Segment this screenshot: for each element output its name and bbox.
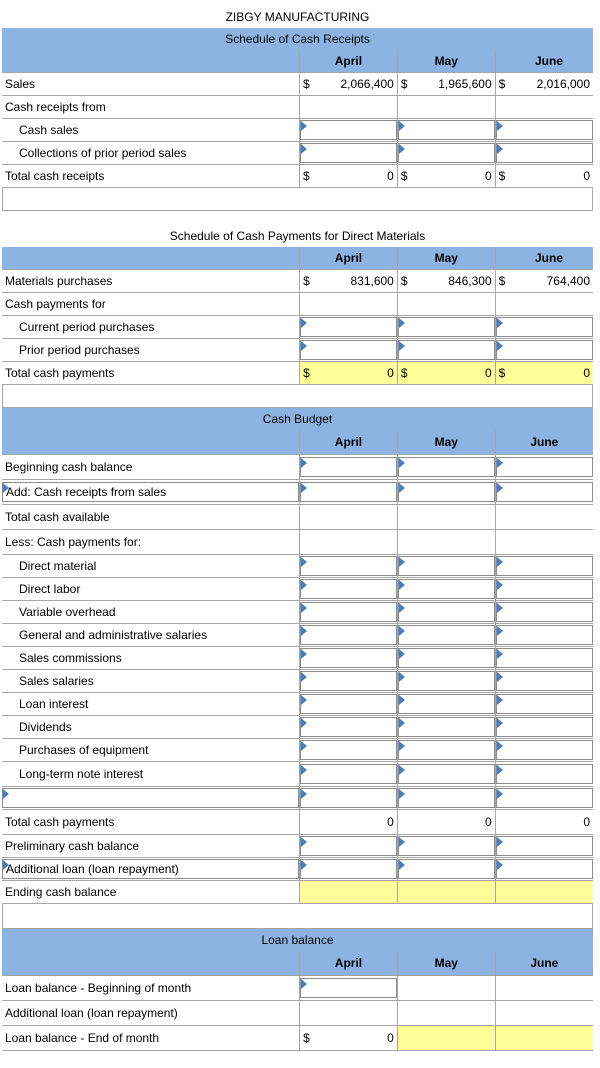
col-may: May	[397, 50, 495, 73]
company-name: ZIBGY MANUFACTURING	[225, 10, 370, 24]
cash-payments-table	[2, 225, 593, 385]
current-may-input[interactable]	[398, 317, 495, 337]
prelim-june-input[interactable]	[496, 836, 593, 856]
extra-row-input[interactable]	[2, 788, 299, 808]
div-april-input[interactable]	[300, 717, 397, 737]
loan-june-input[interactable]	[496, 859, 593, 879]
dividends-label: Dividends	[2, 716, 300, 739]
current-purchases-label: Current period purchases	[2, 316, 300, 339]
sc-june-input[interactable]	[496, 648, 593, 668]
sales-salaries-label: Sales salaries	[2, 670, 300, 693]
direct-material-label: Direct material	[2, 555, 300, 578]
ga-may-input[interactable]	[398, 625, 495, 645]
ss-june-input[interactable]	[496, 671, 593, 691]
purchases-june: $ 764,400	[495, 270, 593, 293]
section-spacer	[2, 188, 593, 211]
lt-note-interest-label: Long-term note interest	[2, 762, 300, 787]
loan-end-june	[495, 1026, 593, 1051]
col-april: April	[300, 951, 398, 976]
total-cash-payments-may: 0	[397, 810, 495, 835]
loan-april-input[interactable]	[300, 859, 397, 879]
li-april-input[interactable]	[300, 694, 397, 714]
cash-sales-april-input[interactable]	[300, 120, 397, 140]
collections-may-input[interactable]	[398, 143, 495, 163]
eq-may-input[interactable]	[398, 740, 495, 760]
ending-may	[397, 881, 495, 904]
loan-beginning-label: Loan balance - Beginning of month	[2, 976, 300, 1001]
ss-april-input[interactable]	[300, 671, 397, 691]
sc-april-input[interactable]	[300, 648, 397, 668]
col-june: June	[495, 430, 593, 455]
eq-june-input[interactable]	[496, 740, 593, 760]
loan-end-april: $ 0	[300, 1026, 398, 1051]
dm-april-input[interactable]	[300, 556, 397, 576]
current-april-input[interactable]	[300, 317, 397, 337]
loan-beg-april-input[interactable]	[300, 978, 397, 998]
ending-june	[495, 881, 593, 904]
total-payments-may: $ 0	[397, 362, 495, 385]
ending-balance-label: Ending cash balance	[2, 881, 300, 904]
total-receipts-may: $ 0	[397, 165, 495, 188]
dl-april-input[interactable]	[300, 579, 397, 599]
loan-end-label: Loan balance - End of month	[2, 1026, 300, 1051]
beginning-june-input[interactable]	[496, 457, 593, 477]
loan-balance-table	[2, 929, 593, 1051]
col-june: June	[495, 951, 593, 976]
total-receipts-june: $ 0	[495, 165, 593, 188]
current-june-input[interactable]	[496, 317, 593, 337]
dl-june-input[interactable]	[496, 579, 593, 599]
add-may-input[interactable]	[398, 482, 495, 502]
cash-budget-table	[2, 408, 593, 904]
beginning-cash-label: Beginning cash balance	[2, 455, 300, 480]
receipts-title: Schedule of Cash Receipts	[2, 28, 593, 50]
li-june-input[interactable]	[496, 694, 593, 714]
header-blank	[2, 50, 300, 73]
div-june-input[interactable]	[496, 717, 593, 737]
dm-may-input[interactable]	[398, 556, 495, 576]
vo-june-input[interactable]	[496, 602, 593, 622]
payments-for-label: Cash payments for	[2, 293, 300, 316]
div-may-input[interactable]	[398, 717, 495, 737]
beginning-april-input[interactable]	[300, 457, 397, 477]
col-april: April	[300, 50, 398, 73]
payments-title: Schedule of Cash Payments for Direct Materials	[169, 229, 426, 243]
equipment-label: Purchases of equipment	[2, 739, 300, 762]
eq-april-input[interactable]	[300, 740, 397, 760]
extra-may-input[interactable]	[398, 788, 495, 808]
add-receipts-label[interactable]: Add: Cash receipts from sales	[2, 482, 299, 502]
sales-label: Sales	[2, 73, 300, 96]
cash-receipts-table	[2, 6, 593, 188]
additional-loan-label[interactable]: Additional loan (loan repayment)	[2, 859, 299, 879]
vo-may-input[interactable]	[398, 602, 495, 622]
loan-interest-label: Loan interest	[2, 693, 300, 716]
direct-labor-label: Direct labor	[2, 578, 300, 601]
preliminary-balance-label: Preliminary cash balance	[2, 835, 300, 858]
col-april: April	[300, 430, 398, 455]
collections-april-input[interactable]	[300, 143, 397, 163]
purchases-may: $ 846,300	[397, 270, 495, 293]
sales-april: $ 2,066,400	[300, 73, 398, 96]
loan-additional-label: Additional loan (loan repayment)	[2, 1001, 300, 1026]
ga-june-input[interactable]	[496, 625, 593, 645]
add-june-input[interactable]	[496, 482, 593, 502]
add-april-input[interactable]	[300, 482, 397, 502]
lt-may-input[interactable]	[398, 764, 495, 784]
cash-sales-may-input[interactable]	[398, 120, 495, 140]
col-may: May	[397, 430, 495, 455]
sales-commissions-label: Sales commissions	[2, 647, 300, 670]
total-cash-payments-label: Total cash payments	[2, 810, 300, 835]
prior-may-input[interactable]	[398, 340, 495, 360]
prior-purchases-label: Prior period purchases	[2, 339, 300, 362]
schedules-container	[2, 6, 597, 1051]
prior-april-input[interactable]	[300, 340, 397, 360]
col-june: June	[495, 247, 593, 270]
vo-april-input[interactable]	[300, 602, 397, 622]
beginning-may-input[interactable]	[398, 457, 495, 477]
total-payments-june: $ 0	[495, 362, 593, 385]
total-available-label: Total cash available	[2, 505, 300, 530]
total-payments-label: Total cash payments	[2, 362, 300, 385]
col-june: June	[495, 50, 593, 73]
prelim-april-input[interactable]	[300, 836, 397, 856]
ga-april-input[interactable]	[300, 625, 397, 645]
cash-sales-june-input[interactable]	[496, 120, 593, 140]
cash-sales-label: Cash sales	[2, 119, 300, 142]
total-payments-april: $ 0	[300, 362, 398, 385]
ss-may-input[interactable]	[398, 671, 495, 691]
prelim-may-input[interactable]	[398, 836, 495, 856]
col-april: April	[300, 247, 398, 270]
lt-april-input[interactable]	[300, 764, 397, 784]
collections-label: Collections of prior period sales	[2, 142, 300, 165]
materials-purchases-label: Materials purchases	[2, 270, 300, 293]
receipts-from-label: Cash receipts from	[2, 96, 300, 119]
budget-title: Cash Budget	[2, 408, 593, 430]
total-receipts-april: $ 0	[300, 165, 398, 188]
lt-june-input[interactable]	[496, 764, 593, 784]
extra-june-input[interactable]	[496, 788, 593, 808]
sales-may: $ 1,965,600	[397, 73, 495, 96]
purchases-april: $ 831,600	[300, 270, 398, 293]
loan-end-may	[397, 1026, 495, 1051]
variable-overhead-label: Variable overhead	[2, 601, 300, 624]
dl-may-input[interactable]	[398, 579, 495, 599]
total-receipts-label: Total cash receipts	[2, 165, 300, 188]
li-may-input[interactable]	[398, 694, 495, 714]
collections-june-input[interactable]	[496, 143, 593, 163]
extra-april-input[interactable]	[300, 788, 397, 808]
loan-title: Loan balance	[2, 929, 593, 951]
col-may: May	[397, 247, 495, 270]
loan-may-input[interactable]	[398, 859, 495, 879]
total-cash-payments-june: 0	[495, 810, 593, 835]
col-may: May	[397, 951, 495, 976]
less-payments-label: Less: Cash payments for:	[2, 530, 300, 555]
total-cash-payments-april: 0	[300, 810, 398, 835]
section-spacer	[2, 385, 593, 408]
sc-may-input[interactable]	[398, 648, 495, 668]
dm-june-input[interactable]	[496, 556, 593, 576]
prior-june-input[interactable]	[496, 340, 593, 360]
section-spacer	[2, 904, 593, 929]
ga-salaries-label: General and administrative salaries	[2, 624, 300, 647]
sales-june: $ 2,016,000	[495, 73, 593, 96]
ending-april	[300, 881, 398, 904]
